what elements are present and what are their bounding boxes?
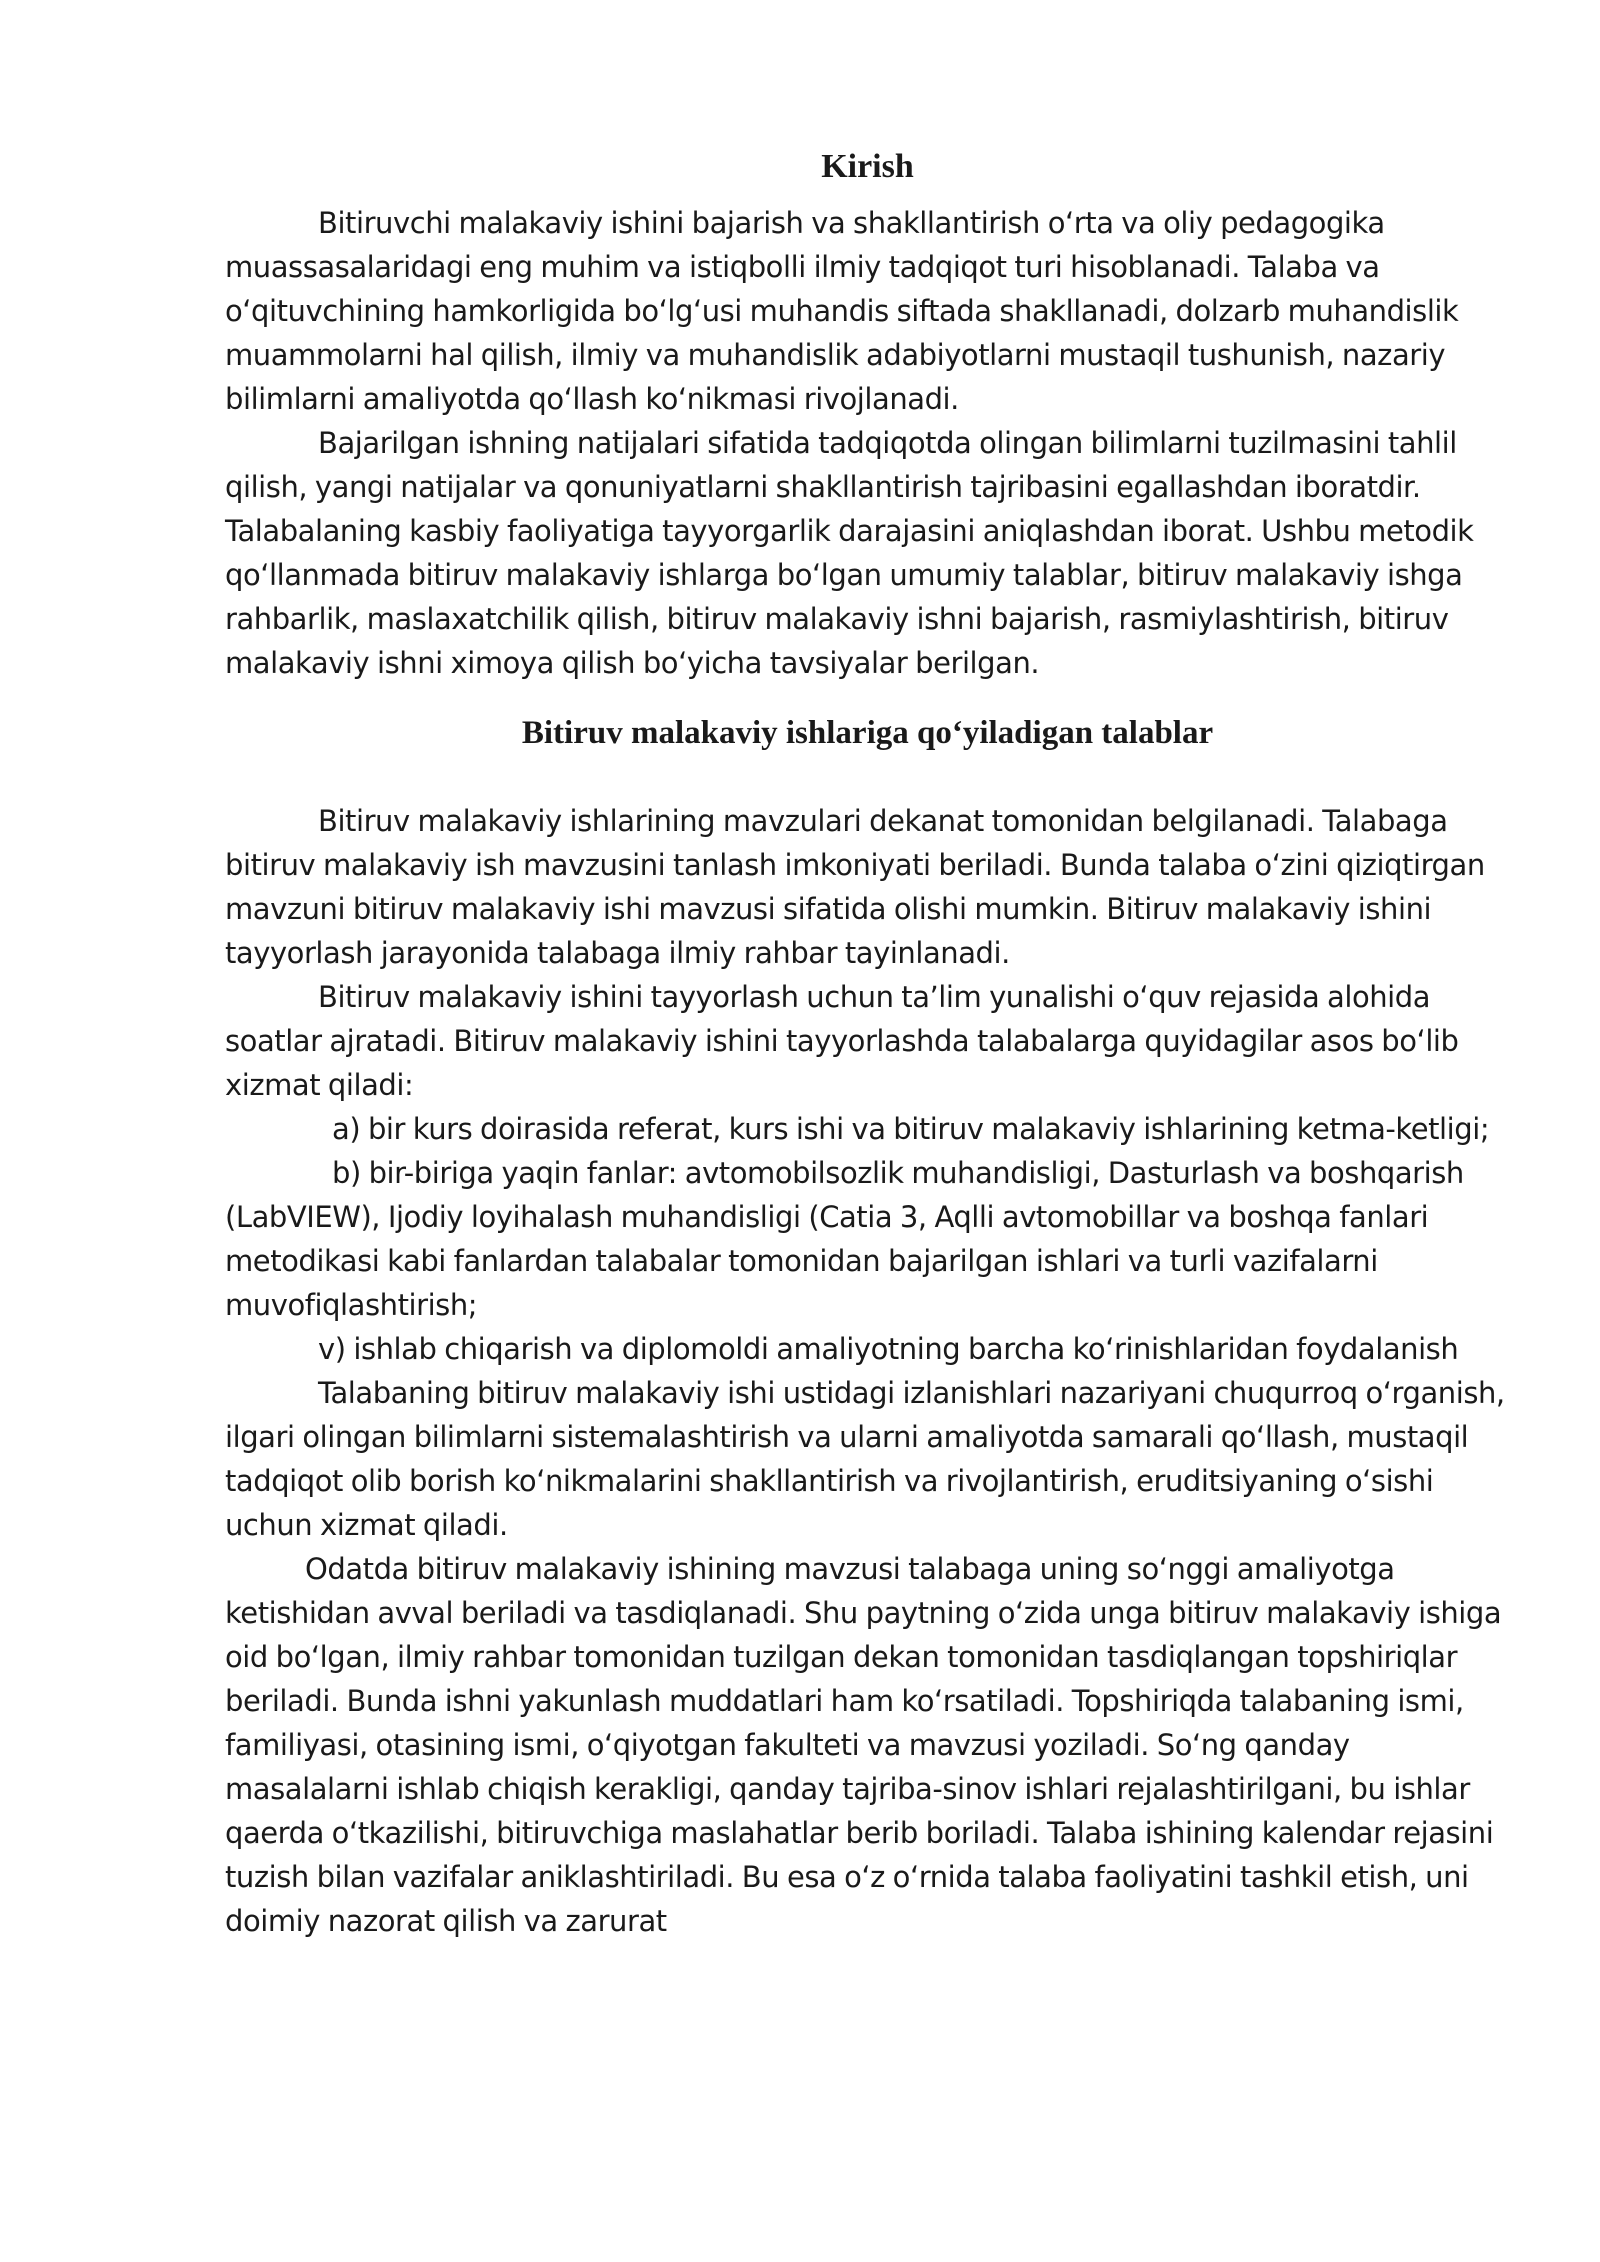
list-item-b: b) bir-biriga yaqin fanlar: avtomobilsozlik muhandisligi, Dasturlash va boshqarish (LabVIEW), Ijodiy loyihalash muhandisligi (Catia 3, Aqlli avtomobillar va boshqa fanlari metodikasi kabi fanlardan talabalar tomonidan bajarilgan ishlari va turli vazifalarni muvofiqlashtirish; xyxy=(225,1156,1464,1322)
section-paragraph-2: Bitiruv malakaviy ishini tayyorlash uchun ta’lim yunalishi o‘quv rejasida alohida soatlar ajratadi. Bitiruv malakaviy ishini tayyorlashda talabalarga quyidagilar asos bo‘lib xizmat qiladi: xyxy=(225,980,1459,1102)
section-heading: Bitiruv malakaviy ishlariga qo‘yiladigan talablar xyxy=(521,715,1214,751)
list-item-a: a) bir kurs doirasida referat, kurs ishi va bitiruv malakaviy ishlarining ketma-ketligi; xyxy=(332,1112,1490,1146)
intro-paragraph-2: Bajarilgan ishning natijalari sifatida tadqiqotda olingan bilimlarni tuzilmasini tahlil qilish, yangi natijalar va qonuniyatlarni shakllantirish tajribasini egallashdan iboratdir. Talabalaning kasbiy faoliyatiga tayyorgarlik darajasini aniqlashdan iborat. Ushbu metodik qo‘llanmada bitiruv malakaviy ishlarga bo‘lgan umumiy talablar, bitiruv malakaviy ishga rahbarlik, maslaxatchilik qilish, bitiruv malakaviy ishni bajarish, rasmiylashtirish, bitiruv malakaviy ishni ximoya qilish bo‘yicha tavsiyalar berilgan. xyxy=(225,426,1474,680)
document-page xyxy=(225,145,1510,1943)
section-paragraph-4: Odatda bitiruv malakaviy ishining mavzusi talabaga uning so‘nggi amaliyotga ketishidan avval beriladi va tasdiqlanadi. Shu paytning o‘zida unga bitiruv malakaviy ishiga oid bo‘lgan, ilmiy rahbar tomonidan tuzilgan dekan tomonidan tasdiqlangan topshiriqlar beriladi. Bunda ishni yakunlash muddatlari ham ko‘rsatiladi. Topshiriqda talabaning ismi, familiyasi, otasining ismi, o‘qiyotgan fakulteti va mavzusi yoziladi. So‘ng qanday masalalarni ishlab chiqish kerakligi, qanday tajriba-sinov ishlari rejalashtirilgani, bu ishlar qaerda o‘tkazilishi, bitiruvchiga maslahatlar berib boriladi. Talaba ishining kalendar rejasini tuzish bilan vazifalar aniklashtiriladi. Bu esa o‘z o‘rnida talaba faoliyatini tashkil etish, uni doimiy nazorat qilish va zarurat xyxy=(225,1552,1502,1938)
list-item-v: v) ishlab chiqarish va diplomoldi amaliyotning barcha ko‘rinishlaridan foydalanish xyxy=(318,1332,1459,1366)
section-paragraph-1: Bitiruv malakaviy ishlarining mavzulari dekanat tomonidan belgilanadi. Talabaga bitiruv malakaviy ish mavzusini tanlash imkoniyati beriladi. Bunda talaba o‘zini qiziqtirgan mavzuni bitiruv malakaviy ishi mavzusi sifatida olishi mumkin. Bitiruv malakaviy ishini tayyorlash jarayonida talabaga ilmiy rahbar tayinlanadi. xyxy=(225,804,1485,970)
intro-paragraph-1: Bitiruvchi malakaviy ishini bajarish va shakllantirish o‘rta va oliy pedagogika muassasalaridagi eng muhim va istiqbolli ilmiy tadqiqot turi hisoblanadi. Talaba va o‘qituvchining hamkorligida bo‘lg‘usi muhandis siftada shakllanadi, dolzarb muhandislik muammolarni hal qilish, ilmiy va muhandislik adabiyotlarni mustaqil tushunish, nazariy bilimlarni amaliyotda qo‘llash ko‘nikmasi rivojlanadi. xyxy=(225,206,1459,416)
section-paragraph-3: Talabaning bitiruv malakaviy ishi ustidagi izlanishlari nazariyani chuqurroq o‘rganish, ilgari olingan bilimlarni sistemalashtirish va ularni amaliyotda samarali qo‘llash, mustaqil tadqiqot olib borish ko‘nikmalarini shakllantirish va rivojlantirish, eruditsiyaning o‘sishi uchun xizmat qiladi. xyxy=(225,1376,1505,1542)
page-title: Kirish xyxy=(821,148,914,185)
